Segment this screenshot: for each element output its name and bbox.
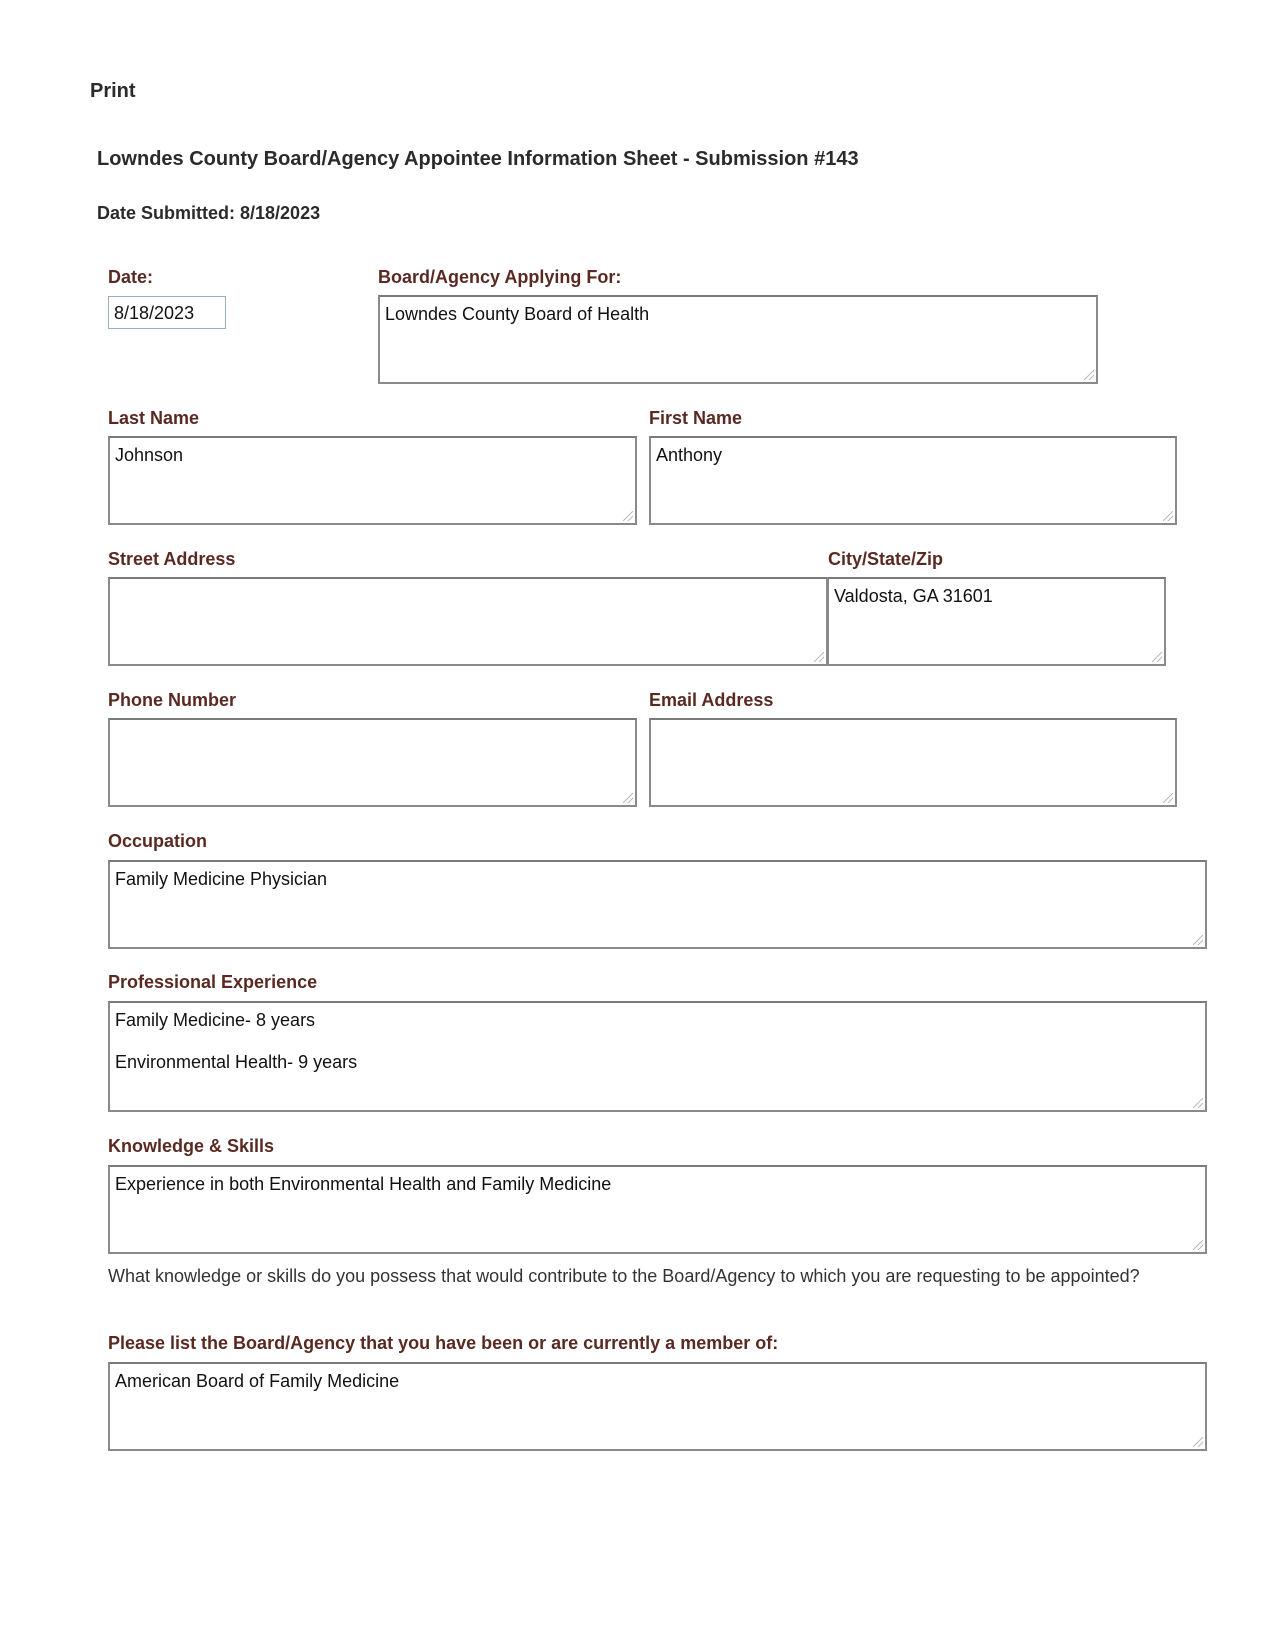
city-state-zip-value: Valdosta, GA 31601 (834, 586, 993, 606)
date-submitted: Date Submitted: 8/18/2023 (97, 203, 321, 223)
street-address-field[interactable] (108, 577, 828, 666)
knowledge-skills-help-text: What knowledge or skills do you possess that would contribute to the Board/Agency to which you are requesting to be appointed? (108, 1266, 1140, 1286)
resize-grip-icon[interactable] (1152, 652, 1162, 662)
board-agency-field[interactable] (378, 295, 1098, 384)
occupation-field[interactable] (108, 860, 1207, 949)
street-address-label: Street Address (108, 549, 236, 569)
date-label: Date: (108, 267, 154, 287)
phone-label: Phone Number (108, 690, 237, 710)
resize-grip-icon[interactable] (1163, 793, 1173, 803)
professional-experience-label: Professional Experience (108, 972, 318, 992)
email-field[interactable] (649, 718, 1177, 807)
resize-grip-icon[interactable] (1084, 370, 1094, 380)
resize-grip-icon[interactable] (1193, 935, 1203, 945)
resize-grip-icon[interactable] (1193, 1437, 1203, 1447)
board-agency-value: Lowndes County Board of Health (385, 304, 650, 324)
knowledge-skills-value: Experience in both Environmental Health and Family Medicine (115, 1174, 612, 1194)
experience-line: Environmental Health- 9 years (115, 1052, 358, 1072)
first-name-field[interactable] (649, 436, 1177, 525)
last-name-label: Last Name (108, 408, 200, 428)
experience-line: Family Medicine- 8 years (115, 1010, 316, 1030)
resize-grip-icon[interactable] (1193, 1098, 1203, 1108)
last-name-field[interactable] (108, 436, 637, 525)
date-value: 8/18/2023 (114, 303, 195, 323)
city-state-zip-label: City/State/Zip (828, 549, 944, 569)
occupation-label: Occupation (108, 831, 208, 851)
resize-grip-icon[interactable] (623, 793, 633, 803)
knowledge-skills-label: Knowledge & Skills (108, 1136, 275, 1156)
first-name-label: First Name (649, 408, 743, 428)
last-name-value: Johnson (115, 445, 184, 465)
print-link[interactable]: Print (90, 80, 136, 102)
phone-field[interactable] (108, 718, 637, 807)
email-label: Email Address (649, 690, 774, 710)
resize-grip-icon[interactable] (623, 511, 633, 521)
board-agency-label: Board/Agency Applying For: (378, 267, 622, 287)
knowledge-skills-field[interactable] (108, 1165, 1207, 1254)
memberships-label: Please list the Board/Agency that you have been or are currently a member of: (108, 1333, 779, 1353)
resize-grip-icon[interactable] (1193, 1240, 1203, 1250)
resize-grip-icon[interactable] (1163, 511, 1173, 521)
professional-experience-field[interactable] (108, 1001, 1207, 1112)
city-state-zip-field[interactable] (827, 577, 1166, 666)
occupation-value: Family Medicine Physician (115, 869, 328, 889)
resize-grip-icon[interactable] (814, 652, 824, 662)
memberships-field[interactable] (108, 1362, 1207, 1451)
page-title: Lowndes County Board/Agency Appointee Information Sheet - Submission #143 (97, 148, 859, 170)
date-field[interactable] (108, 296, 226, 329)
first-name-value: Anthony (656, 445, 723, 465)
memberships-value: American Board of Family Medicine (115, 1371, 400, 1391)
